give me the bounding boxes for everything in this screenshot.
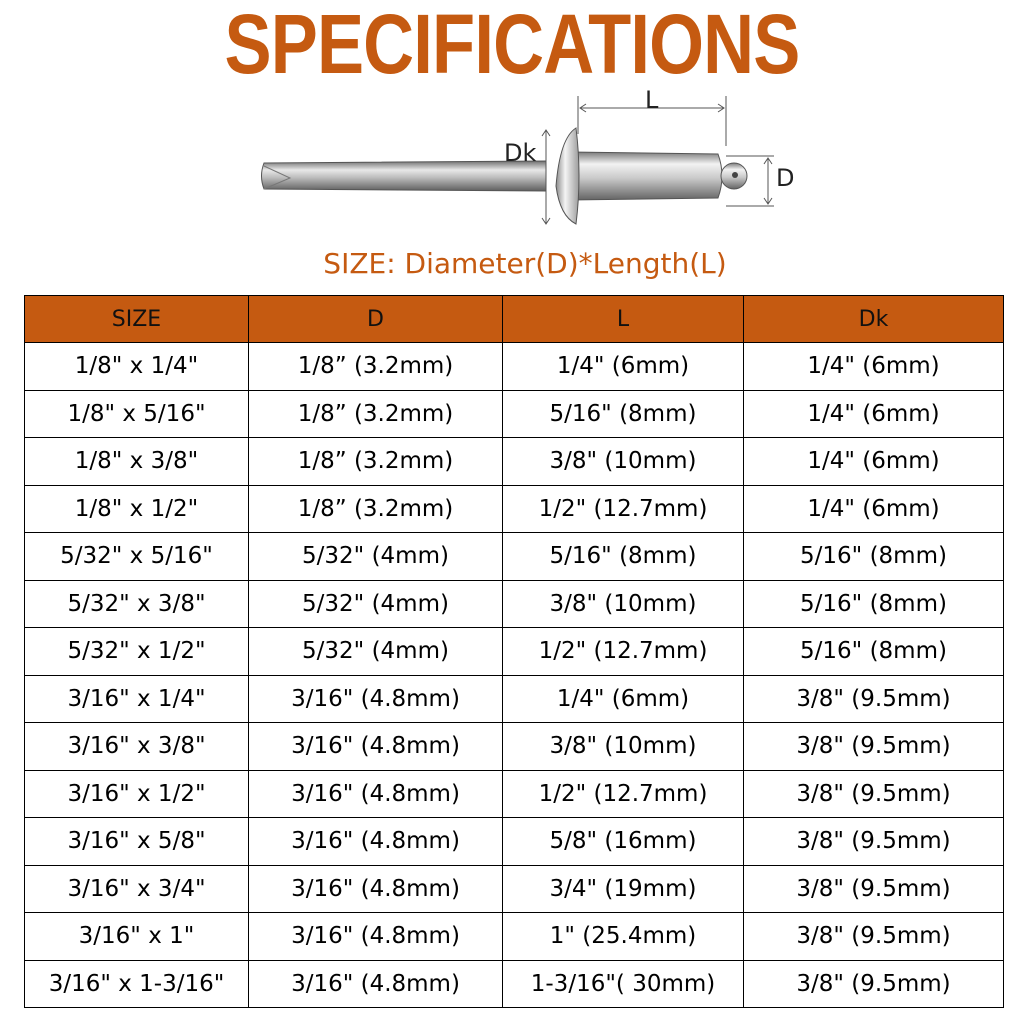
cell-d: 3/16" (4.8mm) (249, 723, 503, 771)
cell-l: 3/8" (10mm) (503, 723, 744, 771)
cell-d: 3/16" (4.8mm) (249, 770, 503, 818)
cell-d: 3/16" (4.8mm) (249, 913, 503, 961)
cell-l: 1/4" (6mm) (503, 675, 744, 723)
column-header-size: SIZE (25, 296, 249, 343)
cell-d: 1/8” (3.2mm) (249, 343, 503, 391)
cell-dk: 5/16" (8mm) (744, 628, 1004, 676)
cell-d: 3/16" (4.8mm) (249, 865, 503, 913)
table-row (25, 390, 1004, 438)
cell-size: 5/32" x 5/16" (25, 533, 249, 581)
spec-table (24, 295, 1004, 1008)
cell-l: 5/16" (8mm) (503, 390, 744, 438)
table-row (25, 960, 1004, 1008)
cell-size: 3/16" x 1" (25, 913, 249, 961)
cell-l: 5/8" (16mm) (503, 818, 744, 866)
cell-d: 1/8” (3.2mm) (249, 390, 503, 438)
cell-dk: 1/4" (6mm) (744, 390, 1004, 438)
cell-d: 1/8” (3.2mm) (249, 438, 503, 486)
cell-size: 3/16" x 3/4" (25, 865, 249, 913)
table-row (25, 580, 1004, 628)
page-title: SPECIFICATIONS (224, 0, 800, 91)
cell-size: 3/16" x 1/4" (25, 675, 249, 723)
table-row (25, 628, 1004, 676)
cell-l: 1-3/16"( 30mm) (503, 960, 744, 1008)
rivet-head (556, 128, 579, 224)
table-body (25, 343, 1004, 1008)
cell-l: 3/8" (10mm) (503, 580, 744, 628)
cell-dk: 3/8" (9.5mm) (744, 818, 1004, 866)
cell-dk: 3/8" (9.5mm) (744, 770, 1004, 818)
cell-d: 5/32" (4mm) (249, 580, 503, 628)
cell-dk: 1/4" (6mm) (744, 438, 1004, 486)
table-row (25, 438, 1004, 486)
cell-size: 3/16" x 5/8" (25, 818, 249, 866)
cell-size: 5/32" x 3/8" (25, 580, 249, 628)
column-header-d: D (249, 296, 503, 343)
table-row (25, 485, 1004, 533)
cell-dk: 1/4" (6mm) (744, 343, 1004, 391)
table-row (25, 675, 1004, 723)
table-row (25, 818, 1004, 866)
cell-dk: 5/16" (8mm) (744, 533, 1004, 581)
cell-size: 5/32" x 1/2" (25, 628, 249, 676)
head-diameter-label: Dk (504, 139, 537, 167)
cell-size: 3/16" x 1/2" (25, 770, 249, 818)
cell-size: 3/16" x 1-3/16" (25, 960, 249, 1008)
cell-d: 1/8” (3.2mm) (249, 485, 503, 533)
cell-size: 3/16" x 3/8" (25, 723, 249, 771)
cell-d: 3/16" (4.8mm) (249, 960, 503, 1008)
table-row (25, 723, 1004, 771)
cell-l: 1/2" (12.7mm) (503, 628, 744, 676)
cell-d: 5/32" (4mm) (249, 533, 503, 581)
cell-l: 1/4" (6mm) (503, 343, 744, 391)
cell-dk: 5/16" (8mm) (744, 580, 1004, 628)
rivet-body (570, 152, 722, 200)
rivet-diagram (250, 86, 810, 236)
table-row (25, 770, 1004, 818)
cell-l: 3/8" (10mm) (503, 438, 744, 486)
cell-size: 1/8" x 3/8" (25, 438, 249, 486)
cell-dk: 3/8" (9.5mm) (744, 675, 1004, 723)
table-row (25, 343, 1004, 391)
cell-size: 1/8" x 5/16" (25, 390, 249, 438)
table-row (25, 533, 1004, 581)
cell-dk: 1/4" (6mm) (744, 485, 1004, 533)
cell-size: 1/8" x 1/4" (25, 343, 249, 391)
length-label: L (645, 86, 659, 114)
table-row (25, 913, 1004, 961)
rivet-mandrel-ball (721, 163, 747, 189)
cell-d: 5/32" (4mm) (249, 628, 503, 676)
cell-d: 3/16" (4.8mm) (249, 818, 503, 866)
cell-l: 5/16" (8mm) (503, 533, 744, 581)
cell-dk: 3/8" (9.5mm) (744, 913, 1004, 961)
cell-l: 1/2" (12.7mm) (503, 770, 744, 818)
cell-dk: 3/8" (9.5mm) (744, 960, 1004, 1008)
column-header-l: L (503, 296, 744, 343)
cell-l: 3/4" (19mm) (503, 865, 744, 913)
cell-dk: 3/8" (9.5mm) (744, 865, 1004, 913)
table-row (25, 865, 1004, 913)
cell-d: 3/16" (4.8mm) (249, 675, 503, 723)
table-header-row (25, 296, 1004, 343)
size-caption: SIZE: Diameter(D)*Length(L) (323, 247, 727, 280)
column-header-dk: Dk (744, 296, 1004, 343)
cell-l: 1/2" (12.7mm) (503, 485, 744, 533)
diameter-label: D (776, 164, 795, 192)
cell-dk: 3/8" (9.5mm) (744, 723, 1004, 771)
cell-l: 1" (25.4mm) (503, 913, 744, 961)
cell-size: 1/8" x 1/2" (25, 485, 249, 533)
